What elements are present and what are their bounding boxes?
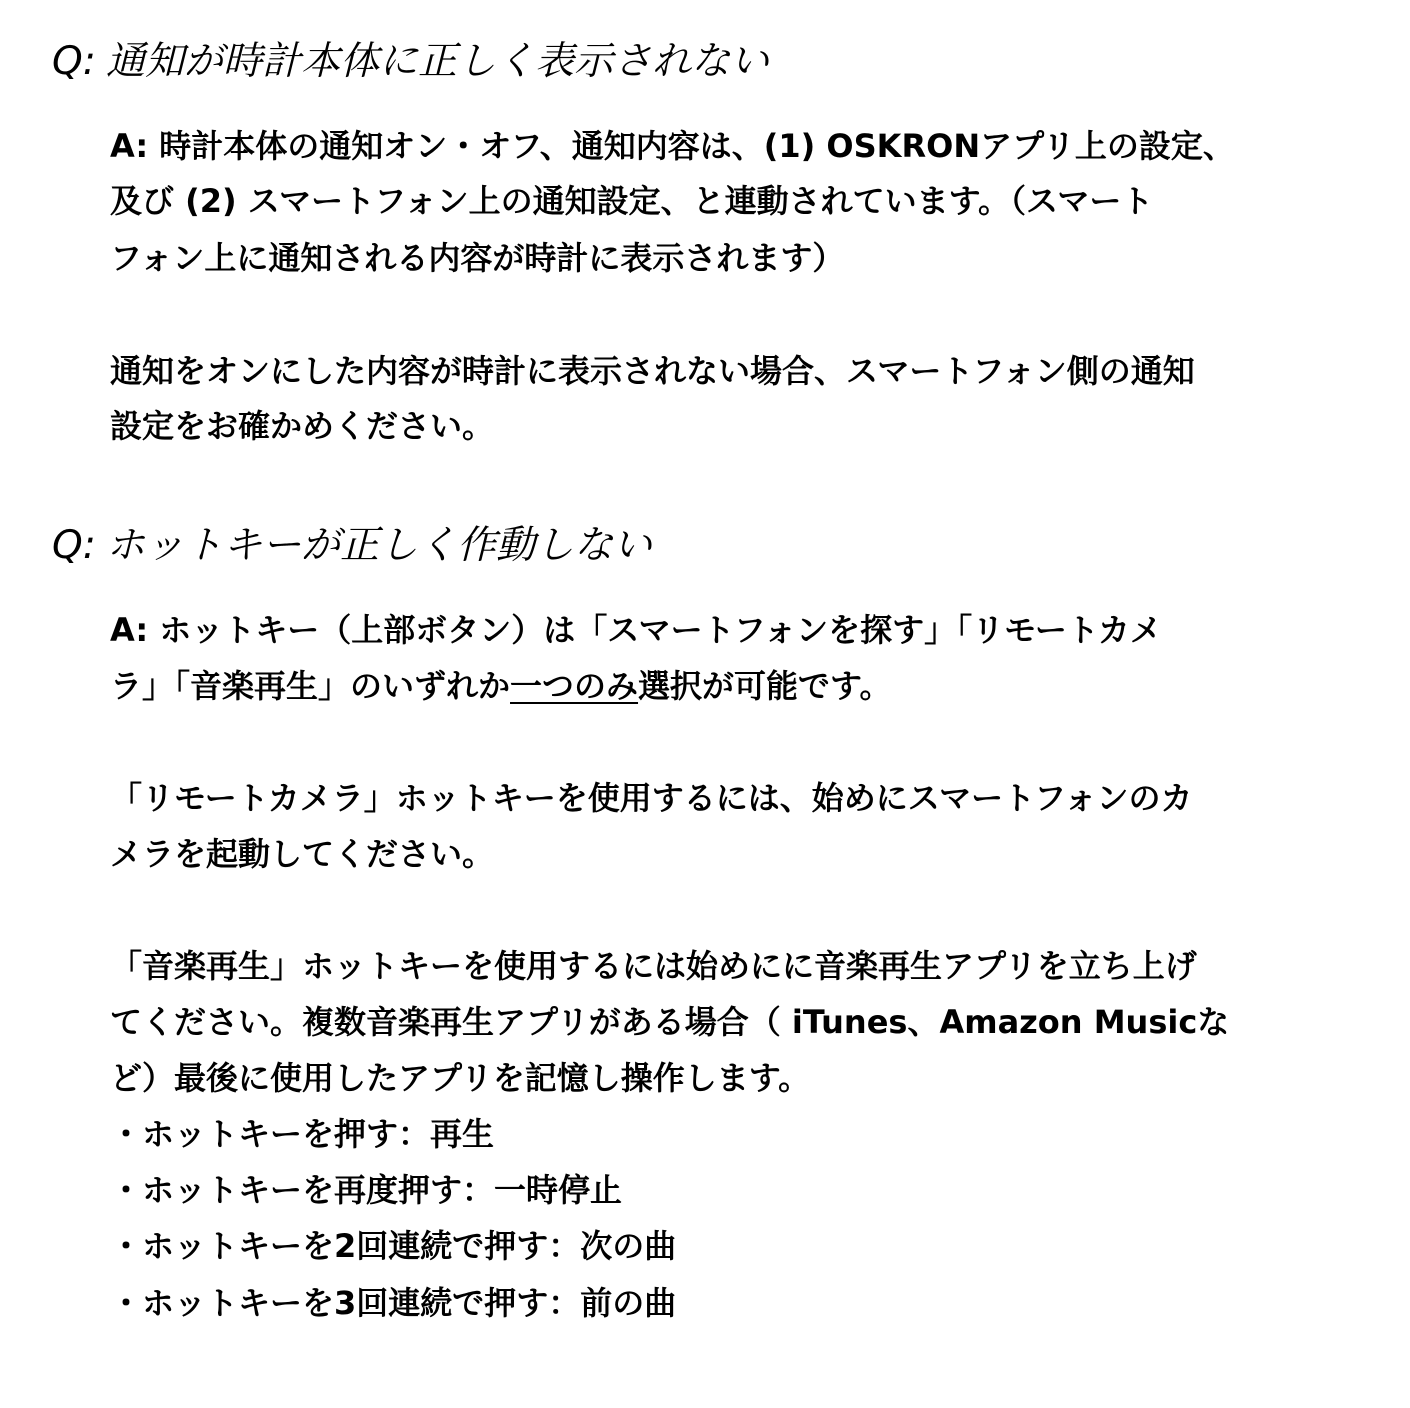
- answer-line: ど）最後に使用したアプリを記憶し操作します。: [110, 1059, 811, 1097]
- list-item: ・ホットキーを2回連続で押す：次の曲: [110, 1227, 677, 1265]
- question-heading: [52, 523, 653, 568]
- answer-line: 「音楽再生」ホットキーを使用するには始めにに音楽再生アプリを立ち上げ: [110, 947, 1197, 985]
- answer-text: ラ」「音楽再生」のいずれか: [110, 667, 511, 705]
- answer-line: A: ホットキー（上部ボタン）は「スマートフォンを探す」「リモートカメ: [110, 611, 1162, 649]
- list-item: ・ホットキーを押す：再生: [110, 1115, 495, 1153]
- answer-text: 選択が可能です。: [638, 667, 892, 705]
- list-item: ・ホットキーを再度押す：一時停止: [110, 1171, 623, 1209]
- question-prefix: Q:: [52, 39, 96, 84]
- answer-line: 及び (2) スマートフォン上の通知設定、と連動されています。（スマート: [110, 182, 1154, 220]
- answer-line: てください。複数音楽再生アプリがある場合（ iTunes、Amazon Musicな: [110, 1003, 1230, 1041]
- answer-line: A: 時計本体の通知オン・オフ、通知内容は、(1) OSKRONアプリ上の設定、: [110, 127, 1235, 165]
- answer-line: 設定をお確かめください。: [110, 407, 495, 445]
- question-heading: [52, 39, 770, 84]
- question-text: 通知が時計本体に正しく表示されない: [106, 39, 770, 84]
- answer-line: フォン上に通知される内容が時計に表示されます）: [110, 239, 845, 277]
- answer-line: 「リモートカメラ」ホットキーを使用するには、始めにスマートフォンのカ: [110, 779, 1193, 817]
- question-text: ホットキーが正しく作動しない: [106, 523, 653, 568]
- answer-line: [110, 667, 892, 705]
- underlined-emphasis: 一つのみ: [510, 667, 639, 705]
- question-prefix: Q:: [52, 523, 96, 568]
- answer-line: 通知をオンにした内容が時計に表示されない場合、スマートフォン側の通知: [110, 352, 1195, 390]
- answer-line: メラを起動してください。: [110, 835, 495, 873]
- list-item: ・ホットキーを3回連続で押す：前の曲: [110, 1284, 677, 1322]
